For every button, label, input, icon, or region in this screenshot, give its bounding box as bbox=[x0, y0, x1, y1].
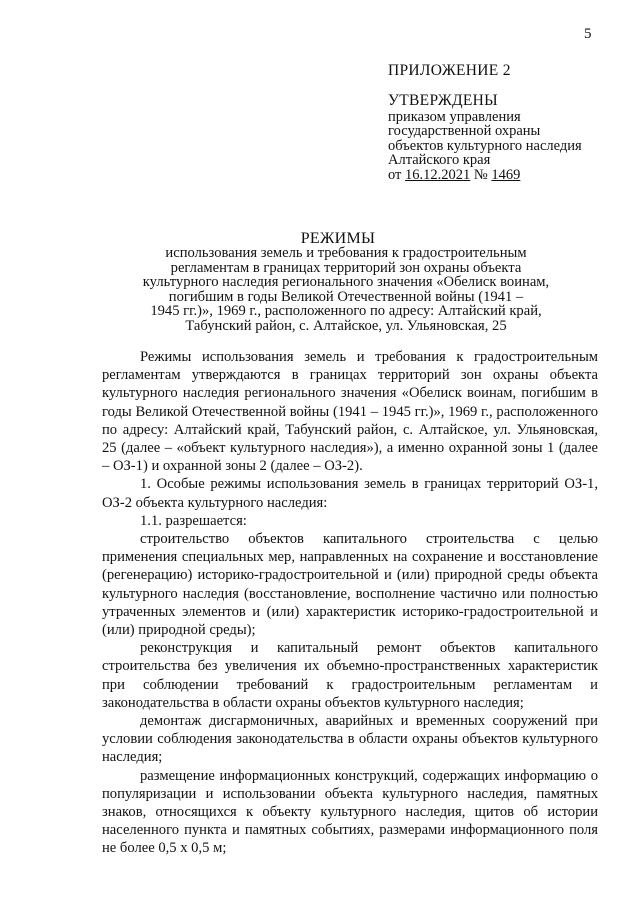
intro-paragraph: Режимы использования земель и требования к градостроительным регламентам утверждаются в границах территорий зон охраны объекта культурного наследия регионального значения «Обелиск воинам, погибшим в годы Великой Отечественной войны (1941 – 1945 гг.)», 1969 г., расположенного по адресу: Алтайский край, Табунский район, с. Алтайское, ул. Ульяновская, 25 (далее – «объект культурного наследия»), а именно охранной зоны 1 (далее – ОЗ-1) и охранной зоны 2 (далее – ОЗ-2). bbox=[102, 349, 598, 475]
subtitle-line: регламентам в границах территорий зон охраны объекта bbox=[170, 259, 522, 276]
approval-line: государственной охраны bbox=[388, 123, 541, 140]
list-item: демонтаж дисгармоничных, аварийных и временных сооружений при условии соблюдения законодательства в области охраны объектов культурного наследия; bbox=[102, 713, 598, 766]
approval-date-line bbox=[388, 168, 582, 183]
subtitle-line: 1945 гг.)», 1969 г., расположенного по адресу: Алтайский край, bbox=[150, 303, 542, 320]
approval-line: объектов культурного наследия bbox=[388, 137, 582, 154]
list-item: строительство объектов капитального строительства с целью применения специальных мер, направленных на сохранение и восстановление (регенерацию) историко-градостроительной и (или) природной среды объекта культурного наследия (восстановление, восполнение частично или полностью утраченных элементов и (или) характеристик историко-градостроительной и (или) природной среды); bbox=[102, 531, 598, 639]
appendix-heading: ПРИЛОЖЕНИЕ 2 bbox=[388, 62, 511, 79]
list-item: реконструкция и капитальный ремонт объектов капитального строительства без увеличения их объемно-пространственных характеристик при соблюдении требований к градостроительным регламентам и законодательства в области охраны объектов культурного наследия; bbox=[102, 640, 598, 711]
subtitle-line: погибшим в годы Великой Отечественной войны (1941 – bbox=[168, 288, 524, 305]
subtitle-line: использования земель и требования к градостроительным bbox=[165, 245, 527, 261]
date-prefix: от bbox=[388, 166, 406, 183]
document-body bbox=[102, 348, 598, 858]
number-prefix: № bbox=[470, 166, 492, 183]
approval-title: УТВЕРЖДЕНЫ bbox=[388, 92, 498, 109]
subtitle-line: Табунский район, с. Алтайское, ул. Ульяновская, 25 bbox=[185, 317, 507, 334]
document-title: РЕЖИМЫ bbox=[300, 230, 376, 247]
approval-line: Алтайского края bbox=[388, 152, 491, 169]
order-number: 1469 bbox=[491, 166, 521, 183]
list-item: размещение информационных конструкций, содержащих информацию о популяризации и использовании объекта культурного наследия, памятных знаков, относящихся к объекту культурного наследия, щитов об истории населенного пункта и памятных событиях, размерами информационного поля не более 0,5 х 0,5 м; bbox=[102, 767, 598, 857]
order-date: 16.12.2021 bbox=[405, 166, 471, 183]
document-subtitle bbox=[118, 246, 574, 334]
section-heading: 1. Особые режимы использования земель в границах территорий ОЗ-1, ОЗ-2 объекта культурного наследия: bbox=[102, 476, 598, 511]
subsection-heading: 1.1. разрешается: bbox=[140, 512, 247, 529]
approval-block bbox=[388, 94, 582, 183]
subtitle-line: культурного наследия регионального значения «Обелиск воинам, bbox=[142, 274, 550, 291]
approval-line: приказом управления bbox=[388, 108, 521, 125]
page-number: 5 bbox=[584, 26, 592, 42]
